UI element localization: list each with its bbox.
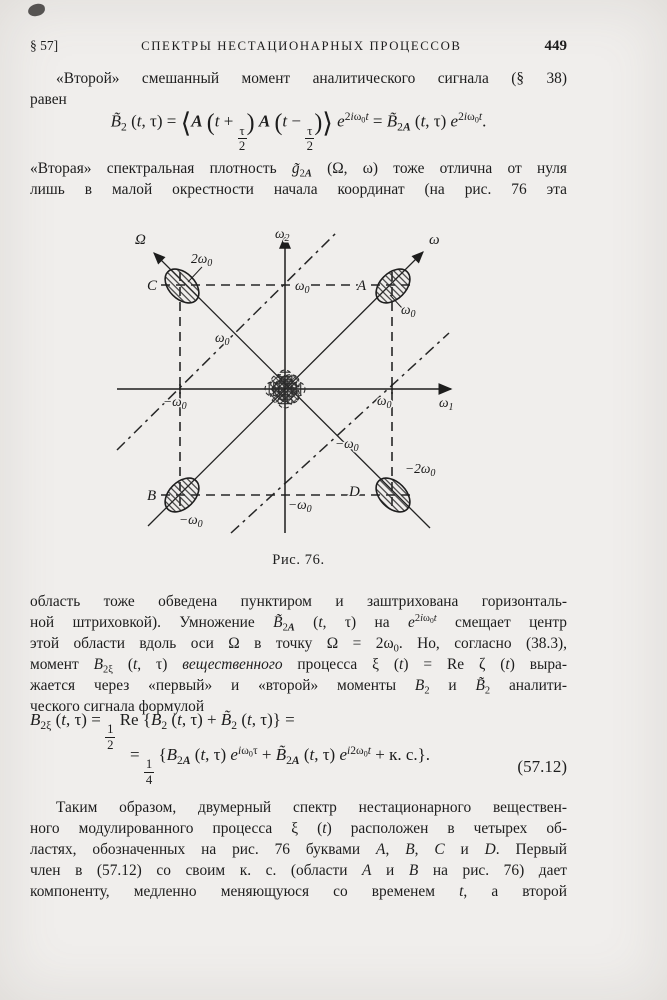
minus-omega0-left-label: $-\omega_0$ <box>163 394 187 412</box>
scan-artifact <box>27 3 45 17</box>
text-line: ластях, обозначенных на рис. 76 буквами A, B, C и D. Первый <box>30 841 568 858</box>
page-number: 449 <box>544 38 567 54</box>
text-line: равен <box>30 91 67 108</box>
text-line: «Второй» смешанный момент аналитического сигнала (§ 38) <box>56 70 567 87</box>
minus-omega0-bottom-label: $-\omega_0$ <box>288 497 312 515</box>
text-line: этой области вдоль оси Ω в точку $\Omega = 2\omega_0$. Но, согласно (38.3), <box>30 635 567 655</box>
running-title: СПЕКТРЫ НЕСТАЦИОНАРНЫХ ПРОЦЕССОВ <box>141 39 462 53</box>
omega2-axis-label: $\omega_2$ <box>275 226 290 244</box>
text-line: лишь в малой окрестности начала координат (на рис. 76 эта <box>30 181 567 198</box>
region-B-label: B <box>147 488 157 504</box>
formula-line-1: $B_{2\xi}$ (t, τ) = $\frac{1}{2}$ Re {$B_2$ (t, $\tau) + B̃_2$ (t, τ)} = <box>30 710 295 752</box>
text-line: компоненту, медленно меняющуюся со временем t, а второй <box>30 883 567 900</box>
minus-omega0-diagonal-label: $-\omega_0$ <box>335 436 359 454</box>
omega-axis-label: ω <box>429 232 440 248</box>
figure-76-spectral-diagram <box>105 226 475 544</box>
paragraph-4 <box>30 797 567 902</box>
text-line: ной штриховкой). Умножение $B̃_{2A}$ (t, τ) на $e^{2i\omega_0t}$ смещает центр <box>30 613 567 634</box>
text-line: «Вторая» спектральная плотность $g̃_{2A}$ (Ω, ω) тоже отлична от нуля <box>30 160 567 180</box>
formula-B2-analytic <box>30 108 567 154</box>
minus-omega0-near-B-label: $-\omega_0$ <box>179 512 203 530</box>
omega0-right-label: $\omega_0$ <box>377 393 392 411</box>
formula-content: $B̃_2$ (t, τ) = ⟨A (t + $\frac{\tau}{2}$ ) A (t − $\frac{\tau}{2}$ )⟩ $e^{2i\omega_0t}$ = $B̃_{2A}$ (t, τ) $e^{2i\omega_0t}$. <box>110 108 487 154</box>
region-C-label: C <box>147 278 158 294</box>
omega0-near-A-label: $\omega_0$ <box>401 302 416 320</box>
text-line: момент $B_{2\xi}$ (t, τ) вещественного процесса ξ (t) = Re ζ (t) выра- <box>30 656 567 676</box>
formula-57-12 <box>30 710 567 787</box>
equation-number: (57.12) <box>517 756 567 776</box>
figure-caption: Рис. 76. <box>272 552 325 568</box>
minus-2omega0-label: $-2\omega_0$ <box>405 461 436 479</box>
two-omega0-label: $2\omega_0$ <box>191 251 213 269</box>
section-marker: § 57] <box>30 38 59 53</box>
omega0-on-diagonal-label: $\omega_0$ <box>215 330 230 348</box>
text-line: член в (57.12) со своим к. с. (области A и B на рис. 76) дает <box>30 862 567 879</box>
region-C-ellipse <box>159 263 206 310</box>
text-line: ного модулированного процесса ξ (t) расположен в четырех об- <box>30 820 568 837</box>
Omega-axis-label: Ω <box>135 232 146 248</box>
text-line: жается через «первый» и «второй» моменты $B_2$ и $B̃_2$ аналити- <box>30 677 567 697</box>
text-line: ческого сигнала формулой <box>30 698 205 715</box>
omega0-on-omega2-label: $\omega_0$ <box>295 278 310 296</box>
region-A-label: A <box>357 278 367 294</box>
region-D-label: D <box>349 484 360 500</box>
page-header <box>30 38 567 55</box>
text-line: Таким образом, двумерный спектр нестационарного веществен- <box>56 799 567 816</box>
formula-line-2: = $\frac{1}{4}$ {$B_{2A}$ (t, τ) $e^{i\omega_0\tau}$ + $B̃_{2A}$ (t, τ) $e^{i2\omega_0t} + к$. с.}. <box>130 744 431 787</box>
omega1-axis-label: $\omega_1$ <box>439 395 454 413</box>
text-line: область тоже обведена пунктиром и заштрихована горизонталь- <box>30 593 567 610</box>
paragraph-1 <box>30 68 567 110</box>
paragraph-3 <box>30 591 567 717</box>
paragraph-2 <box>30 158 567 200</box>
